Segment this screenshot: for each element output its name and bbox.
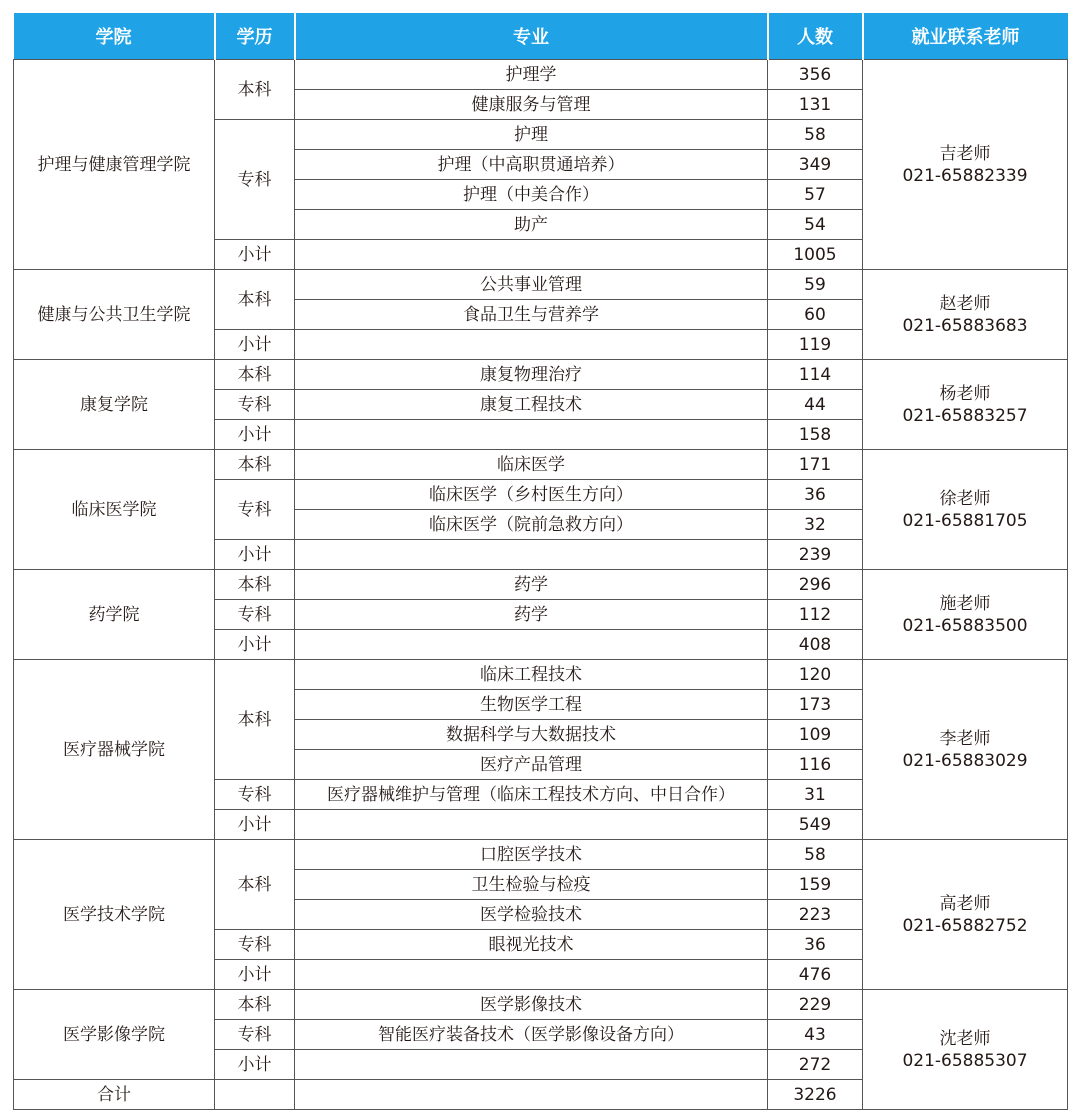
- count-cell: 131: [768, 90, 863, 120]
- level-cell: 本科: [215, 270, 295, 330]
- major-cell: 医学检验技术: [295, 900, 768, 930]
- count-cell: 43: [768, 1020, 863, 1050]
- count-cell: 112: [768, 600, 863, 630]
- count-cell: 229: [768, 990, 863, 1020]
- count-cell: 32: [768, 510, 863, 540]
- contact-name: 吉老师: [939, 143, 991, 164]
- table-row: [14, 450, 1068, 480]
- empty-major-cell: [295, 240, 768, 270]
- contact-name: 赵老师: [939, 293, 991, 314]
- contact-cell: [863, 840, 1068, 990]
- subtotal-label-cell: 小计: [215, 960, 295, 990]
- contact-cell: [863, 450, 1068, 570]
- major-cell: 医疗器械维护与管理（临床工程技术方向、中日合作）: [295, 780, 768, 810]
- level-cell: 本科: [215, 60, 295, 120]
- table-row: [14, 990, 1068, 1020]
- count-cell: 58: [768, 840, 863, 870]
- header-level: 学历: [215, 13, 295, 60]
- table-row: [14, 660, 1068, 690]
- contact-cell: [863, 60, 1068, 270]
- empty-major-cell: [295, 1080, 768, 1110]
- college-name-cell: 健康与公共卫生学院: [14, 270, 215, 360]
- empty-major-cell: [295, 1050, 768, 1080]
- major-cell: 公共事业管理: [295, 270, 768, 300]
- major-cell: 药学: [295, 570, 768, 600]
- level-cell: 专科: [215, 1020, 295, 1050]
- header-contact: 就业联系老师: [863, 13, 1068, 60]
- college-name-cell: 药学院: [14, 570, 215, 660]
- college-name-cell: 临床医学院: [14, 450, 215, 570]
- contact-cell: [863, 660, 1068, 840]
- contact-phone: 021-65882752: [902, 915, 1028, 936]
- major-cell: 护理（中美合作）: [295, 180, 768, 210]
- level-cell: 本科: [215, 990, 295, 1020]
- enrollment-table-container: [13, 13, 1067, 1110]
- table-row: [14, 60, 1068, 90]
- level-cell: 本科: [215, 660, 295, 780]
- count-cell: 36: [768, 930, 863, 960]
- enrollment-table: [13, 13, 1068, 1110]
- college-name-cell: 医学技术学院: [14, 840, 215, 990]
- contact-cell: [863, 360, 1068, 450]
- count-cell: 54: [768, 210, 863, 240]
- subtotal-count-cell: 239: [768, 540, 863, 570]
- empty-major-cell: [295, 540, 768, 570]
- major-cell: 健康服务与管理: [295, 90, 768, 120]
- count-cell: 356: [768, 60, 863, 90]
- subtotal-count-cell: 549: [768, 810, 863, 840]
- contact-phone: 021-65885307: [902, 1050, 1028, 1071]
- level-cell: 专科: [215, 600, 295, 630]
- table-row: [14, 840, 1068, 870]
- count-cell: 60: [768, 300, 863, 330]
- level-cell: 本科: [215, 840, 295, 930]
- count-cell: 31: [768, 780, 863, 810]
- header-count: 人数: [768, 13, 863, 60]
- level-cell: 专科: [215, 480, 295, 540]
- contact-cell: [863, 570, 1068, 660]
- count-cell: 114: [768, 360, 863, 390]
- contact-name: 杨老师: [939, 383, 991, 404]
- count-cell: 59: [768, 270, 863, 300]
- total-count-cell: 3226: [768, 1080, 863, 1110]
- empty-major-cell: [295, 810, 768, 840]
- major-cell: 护理（中高职贯通培养）: [295, 150, 768, 180]
- major-cell: 医学影像技术: [295, 990, 768, 1020]
- count-cell: 296: [768, 570, 863, 600]
- subtotal-count-cell: 408: [768, 630, 863, 660]
- major-cell: 眼视光技术: [295, 930, 768, 960]
- contact-phone: 021-65883683: [902, 315, 1028, 336]
- subtotal-label-cell: 小计: [215, 420, 295, 450]
- contact-name: 高老师: [939, 893, 991, 914]
- contact-phone: 021-65882339: [902, 165, 1028, 186]
- contact-phone: 021-65881705: [902, 510, 1028, 531]
- college-name-cell: 康复学院: [14, 360, 215, 450]
- table-body: [14, 60, 1068, 1110]
- subtotal-label-cell: 小计: [215, 810, 295, 840]
- major-cell: 护理: [295, 120, 768, 150]
- major-cell: 口腔医学技术: [295, 840, 768, 870]
- subtotal-label-cell: 小计: [215, 1050, 295, 1080]
- count-cell: 223: [768, 900, 863, 930]
- table-row: [14, 270, 1068, 300]
- level-cell: 专科: [215, 120, 295, 240]
- contact-name: 施老师: [939, 593, 991, 614]
- empty-major-cell: [295, 630, 768, 660]
- subtotal-label-cell: 小计: [215, 630, 295, 660]
- count-cell: 173: [768, 690, 863, 720]
- major-cell: 助产: [295, 210, 768, 240]
- major-cell: 食品卫生与营养学: [295, 300, 768, 330]
- major-cell: 护理学: [295, 60, 768, 90]
- level-cell: 专科: [215, 390, 295, 420]
- level-cell: 本科: [215, 450, 295, 480]
- header-major: 专业: [295, 13, 768, 60]
- contact-cell: [863, 990, 1068, 1110]
- level-cell: 本科: [215, 360, 295, 390]
- major-cell: 临床医学（乡村医生方向）: [295, 480, 768, 510]
- subtotal-count-cell: 119: [768, 330, 863, 360]
- major-cell: 康复物理治疗: [295, 360, 768, 390]
- subtotal-label-cell: 小计: [215, 240, 295, 270]
- major-cell: 智能医疗装备技术（医学影像设备方向）: [295, 1020, 768, 1050]
- contact-cell: [863, 270, 1068, 360]
- count-cell: 36: [768, 480, 863, 510]
- empty-level-cell: [215, 1080, 295, 1110]
- subtotal-label-cell: 小计: [215, 540, 295, 570]
- major-cell: 康复工程技术: [295, 390, 768, 420]
- major-cell: 生物医学工程: [295, 690, 768, 720]
- major-cell: 临床工程技术: [295, 660, 768, 690]
- count-cell: 57: [768, 180, 863, 210]
- count-cell: 109: [768, 720, 863, 750]
- contact-phone: 021-65883029: [902, 750, 1028, 771]
- count-cell: 44: [768, 390, 863, 420]
- major-cell: 卫生检验与检疫: [295, 870, 768, 900]
- level-cell: 专科: [215, 930, 295, 960]
- header-college: 学院: [14, 13, 215, 60]
- college-name-cell: 护理与健康管理学院: [14, 60, 215, 270]
- count-cell: 159: [768, 870, 863, 900]
- major-cell: 医疗产品管理: [295, 750, 768, 780]
- subtotal-count-cell: 476: [768, 960, 863, 990]
- college-name-cell: 医疗器械学院: [14, 660, 215, 840]
- major-cell: 临床医学: [295, 450, 768, 480]
- empty-major-cell: [295, 420, 768, 450]
- table-row: [14, 570, 1068, 600]
- contact-name: 沈老师: [939, 1028, 991, 1049]
- contact-name: 李老师: [939, 728, 991, 749]
- subtotal-label-cell: 小计: [215, 330, 295, 360]
- total-label-cell: 合计: [14, 1080, 215, 1110]
- contact-phone: 021-65883257: [902, 405, 1028, 426]
- major-cell: 药学: [295, 600, 768, 630]
- count-cell: 171: [768, 450, 863, 480]
- college-name-cell: 医学影像学院: [14, 990, 215, 1080]
- level-cell: 本科: [215, 570, 295, 600]
- count-cell: 58: [768, 120, 863, 150]
- count-cell: 120: [768, 660, 863, 690]
- empty-major-cell: [295, 330, 768, 360]
- contact-phone: 021-65883500: [902, 615, 1028, 636]
- table-row: [14, 360, 1068, 390]
- major-cell: 数据科学与大数据技术: [295, 720, 768, 750]
- count-cell: 116: [768, 750, 863, 780]
- contact-name: 徐老师: [939, 488, 991, 509]
- subtotal-count-cell: 158: [768, 420, 863, 450]
- major-cell: 临床医学（院前急救方向）: [295, 510, 768, 540]
- level-cell: 专科: [215, 780, 295, 810]
- count-cell: 349: [768, 150, 863, 180]
- subtotal-count-cell: 1005: [768, 240, 863, 270]
- header-row: [14, 13, 1068, 60]
- subtotal-count-cell: 272: [768, 1050, 863, 1080]
- empty-major-cell: [295, 960, 768, 990]
